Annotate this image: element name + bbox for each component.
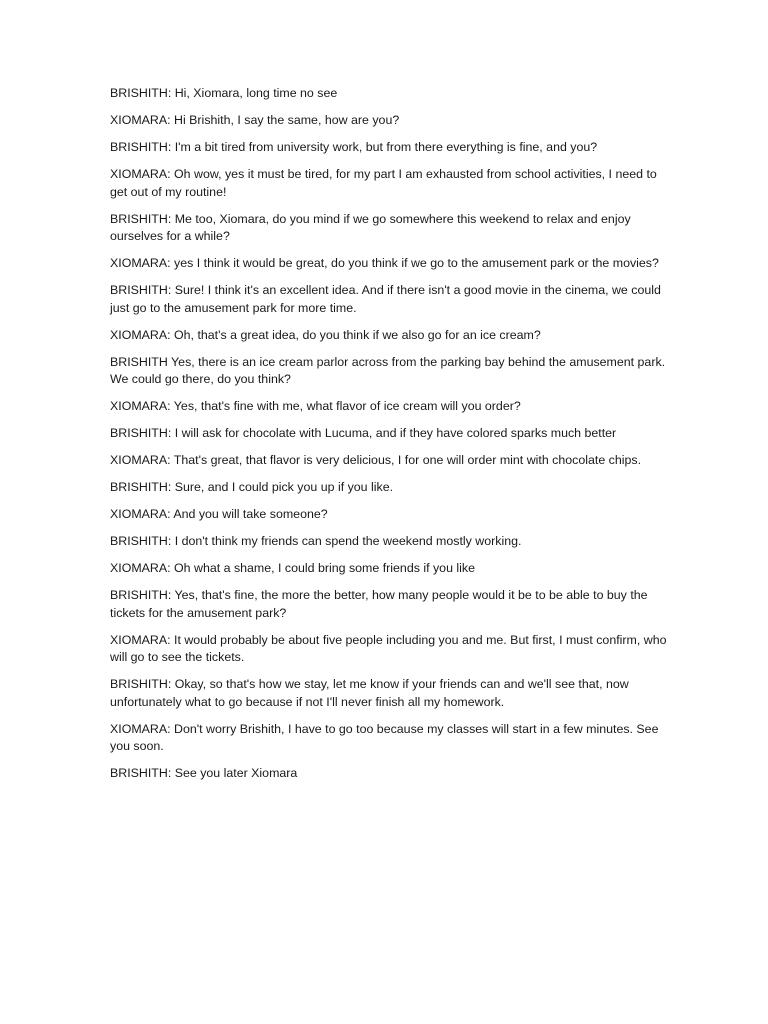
dialogue-line: XIOMARA: Oh, that's a great idea, do you think if we also go for an ice cream? [110, 327, 541, 342]
dialogue-line: BRISHITH: Okay, so that's how we stay, let me know if your friends can and we'll see that, now unfortunately what to go because if not I'll never finish all my homework. [110, 677, 629, 709]
dialogue-line: XIOMARA: It would probably be about five people including you and me. But first, I must confirm, who will go to see the tickets. [110, 632, 667, 664]
dialogue-line: XIOMARA: Yes, that's fine with me, what flavor of ice cream will you order? [110, 399, 521, 413]
dialogue-line: BRISHITH: I'm a bit tired from university work, but from there everything is fine, and you? [110, 140, 598, 154]
dialogue-line: XIOMARA: Hi Brishith, I say the same, how are you? [110, 113, 400, 127]
dialogue-line: BRISHITH: Sure, and I could pick you up if you like. [110, 480, 394, 494]
dialogue-line: BRISHITH: I will ask for chocolate with Lucuma, and if they have colored sparks much better [110, 426, 617, 440]
dialogue-line: BRISHITH: Yes, that's fine, the more the better, how many people would it be to be able to buy the tickets for the amusement park? [110, 588, 648, 620]
dialogue-line: XIOMARA: Oh what a shame, I could bring some friends if you like [110, 561, 475, 575]
dialogue-line: XIOMARA: And you will take someone? [110, 507, 328, 521]
dialogue-text [110, 85, 670, 792]
dialogue-line: BRISHITH: Sure! I think it's an excellent idea. And if there isn't a good movie in the cinema, we could just go to the amusement park for more time. [110, 283, 661, 315]
dialogue-line: XIOMARA: Oh wow, yes it must be tired, for my part I am exhausted from school activities, I need to get out of my routine! [110, 167, 657, 199]
dialogue-line: XIOMARA: Don't worry Brishith, I have to go too because my classes will start in a few minutes. See you soon. [110, 721, 659, 753]
dialogue-line: BRISHITH: I don't think my friends can spend the weekend mostly working. [110, 534, 522, 548]
dialogue-line: BRISHITH Yes, there is an ice cream parlor across from the parking bay behind the amusement park. We could go there, do you think? [110, 354, 666, 386]
dialogue-line: BRISHITH: See you later Xiomara [110, 766, 298, 780]
dialogue-line: BRISHITH: Me too, Xiomara, do you mind if we go somewhere this weekend to relax and enjoy ourselves for a while? [110, 211, 631, 243]
dialogue-line: XIOMARA: yes I think it would be great, do you think if we go to the amusement park or the movies? [110, 256, 659, 270]
dialogue-line: XIOMARA: That's great, that flavor is very delicious, I for one will order mint with chocolate chips. [110, 453, 642, 467]
dialogue-line: BRISHITH: Hi, Xiomara, long time no see [110, 86, 338, 100]
